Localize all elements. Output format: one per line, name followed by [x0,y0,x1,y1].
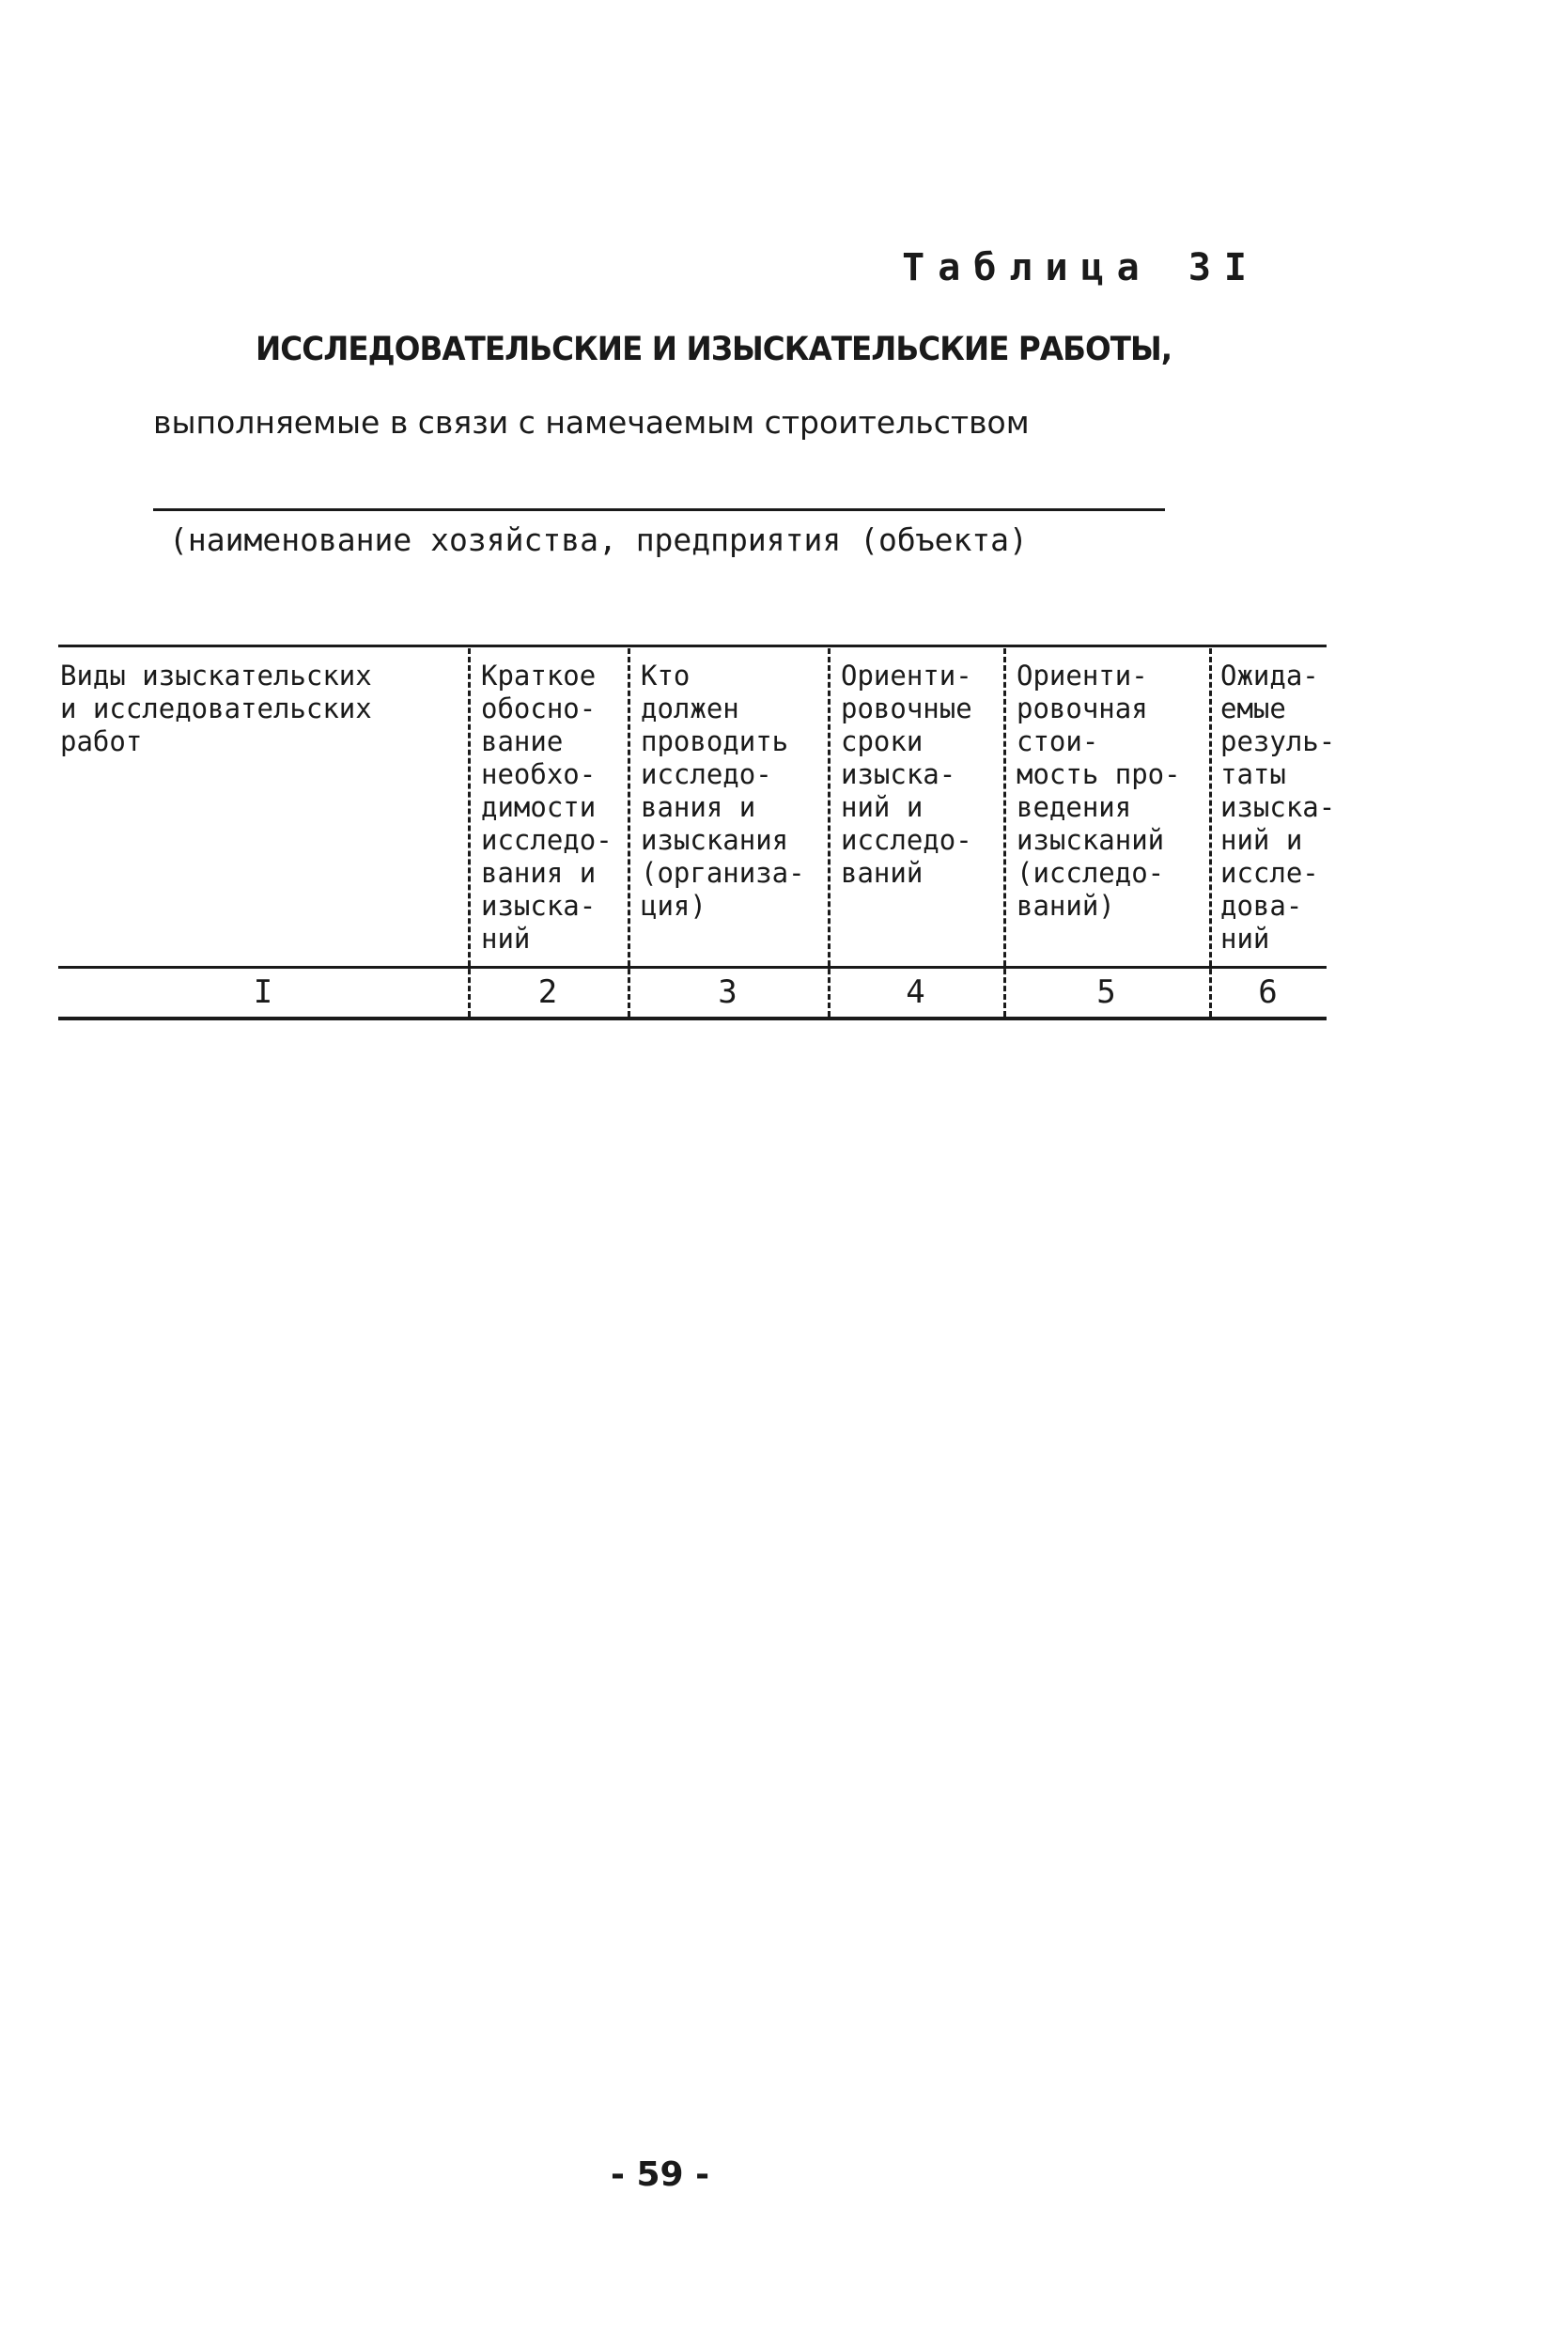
column-divider [1209,648,1212,1017]
works-table [58,645,1336,1020]
fill-in-line [153,508,1165,511]
column-header-performer: Кто должен проводить исследо- вания и изыскания (организа- ция) [641,660,805,922]
document-subtitle: выполняемые в связи с намечаемым строительством [153,404,1030,441]
column-divider [468,648,471,1017]
column-header-work-types: Виды изыскательских и исследовательских работ [60,660,372,757]
table-header-rule [58,966,1327,969]
table-top-rule [58,645,1327,647]
table-label: Таблица 3I [902,246,1260,289]
column-number: 3 [718,973,737,1011]
column-divider [828,648,831,1017]
column-divider [628,648,630,1017]
column-divider [1003,648,1006,1017]
document-title: ИССЛЕДОВАТЕЛЬСКИЕ И ИЗЫСКАТЕЛЬСКИЕ РАБОТЫ, [256,331,1172,368]
table-bottom-rule [58,1017,1327,1020]
column-number: 6 [1258,973,1278,1011]
column-number: I [253,973,273,1011]
column-header-timeframe: Ориенти- ровочные сроки изыска- ний и исследо- ваний [841,660,972,889]
column-number: 4 [906,973,925,1011]
column-header-expected-results: Ожида- емые резуль- таты изыска- ний и иссле- дова- ний [1220,660,1336,955]
column-number: 5 [1096,973,1116,1011]
column-number: 2 [537,973,558,1011]
column-header-justification: Краткое обосно- вание необхо- димости исследо- вания и изыска- ний [481,660,613,955]
page-number: - 59 - [611,2155,710,2194]
fill-in-caption: (наименование хозяйства, предприятия (объекта) [169,521,1028,558]
column-header-cost: Ориенти- ровочная стои- мость про- ведения изысканий (исследо- ваний) [1017,660,1181,922]
